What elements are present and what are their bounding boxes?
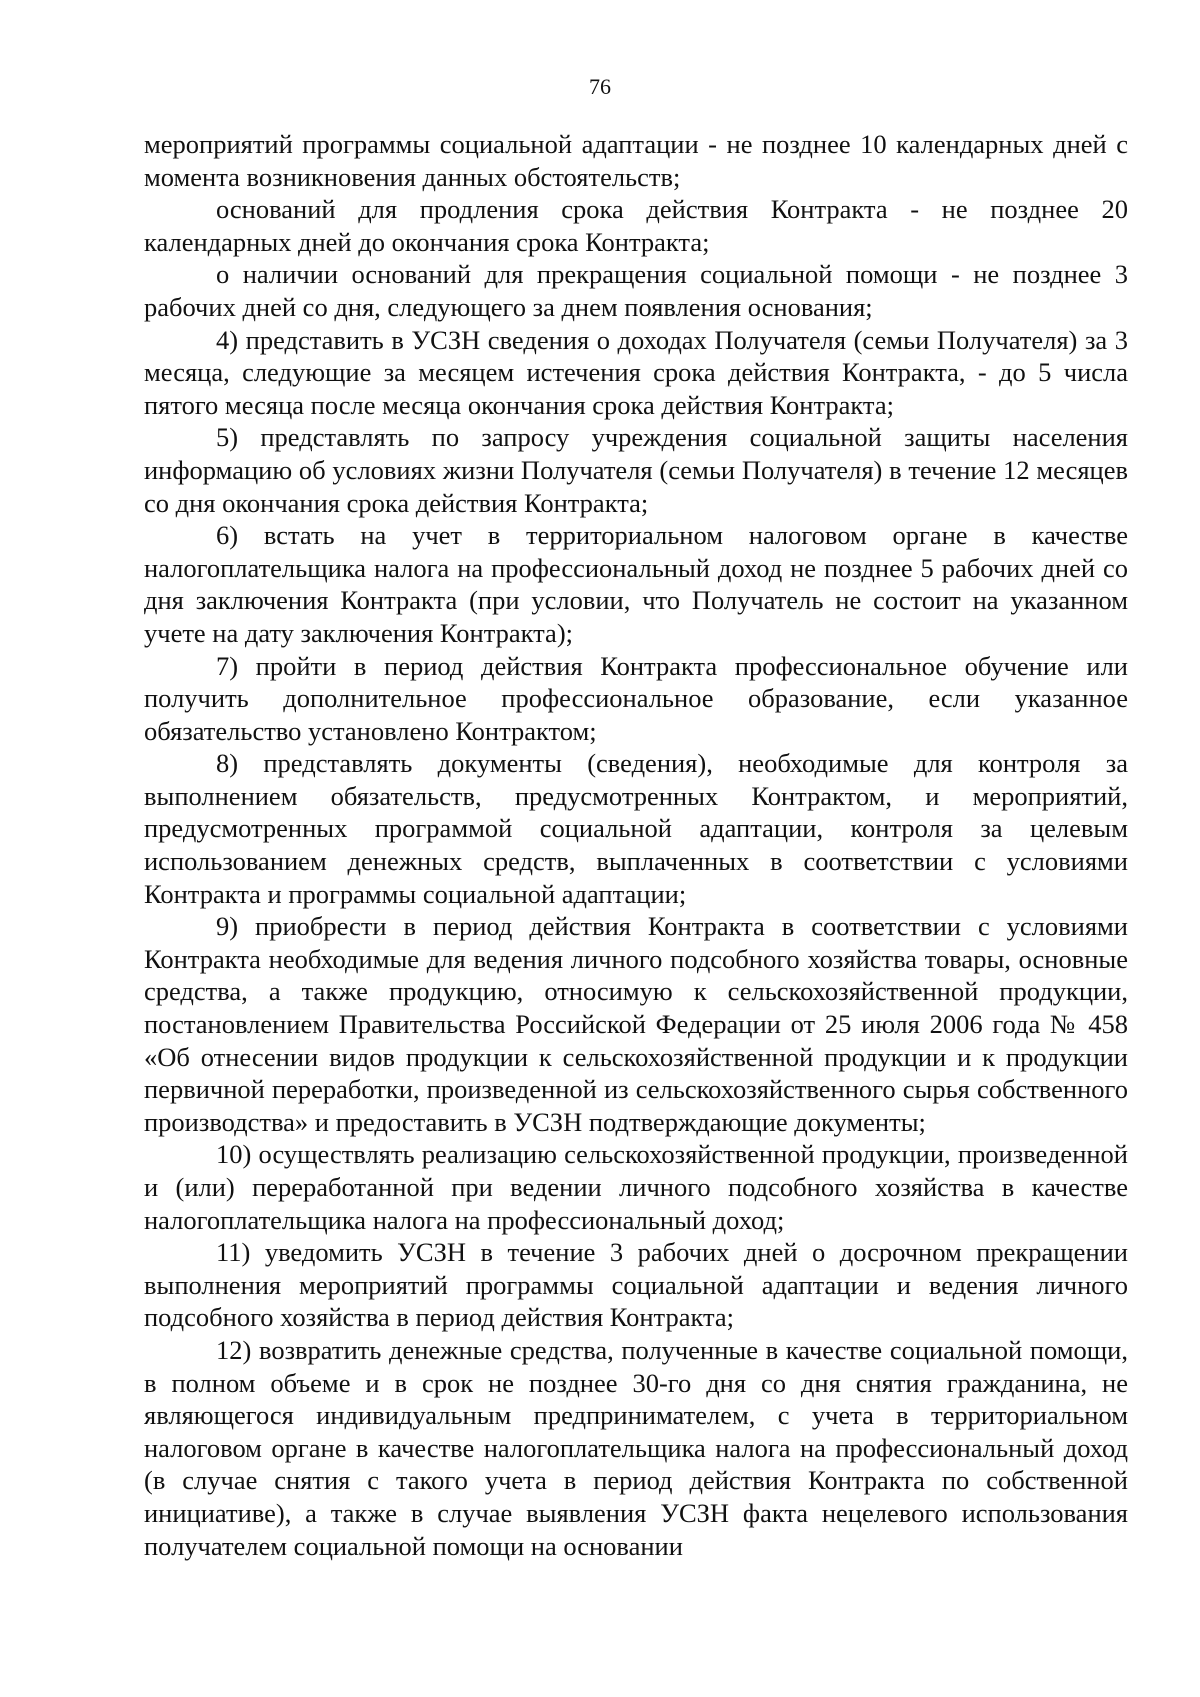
paragraph-item-6: 6) встать на учет в территориальном налоговом органе в качестве налогоплательщика налога на профессиональный доход не позднее 5 рабочих дней со дня заключения Контракта (при условии, что Получатель не состоит на указанном учете на дату заключения Контракта); bbox=[144, 520, 1128, 648]
paragraph-item-4: 4) представить в УСЗН сведения о доходах Получателя (семьи Получателя) за 3 месяца, следующие за месяцем истечения срока действия Контракта, - до 5 числа пятого месяца после месяца окончания срока действия Контракта; bbox=[144, 324, 1128, 420]
paragraph-item-9: 9) приобрести в период действия Контракта в соответствии с условиями Контракта необходимые для ведения личного подсобного хозяйства товары, основные средства, а также продукцию, относимую к сельскохозяйственной продукции, постановлением Правительства Российской Федерации от 25 июля 2006 года № 458 «Об отнесении видов продукции к сельскохозяйственной продукции и к продукции первичной переработки, произведенной из сельскохозяйственного сырья собственного производства» и предоставить в УСЗН подтверждающие документы; bbox=[144, 911, 1128, 1137]
document-body bbox=[144, 128, 1128, 1562]
paragraph-item-10: 10) осуществлять реализацию сельскохозяйственной продукции, произведенной и (или) переработанной при ведении личного подсобного хозяйства в качестве налогоплательщика налога на профессиональный доход; bbox=[144, 1139, 1128, 1235]
paragraph-item-5: 5) представлять по запросу учреждения социальной защиты населения информацию об условиях жизни Получателя (семьи Получателя) в течение 12 месяцев со дня окончания срока действия Контракта; bbox=[144, 422, 1128, 518]
paragraph-item-12: 12) возвратить денежные средства, полученные в качестве социальной помощи, в полном объеме и в срок не позднее 30-го дня со дня снятия гражданина, не являющегося индивидуальным предпринимателем, с учета в территориальном налоговом органе в качестве налогоплательщика налога на профессиональный доход (в случае снятия с такого учета в период действия Контракта по собственной инициативе), а также в случае выявления УСЗН факта нецелевого использования получателем социальной помощи на основании bbox=[144, 1334, 1128, 1561]
paragraph-extension-grounds: оснований для продления срока действия Контракта - не позднее 20 календарных дней до окончания срока Контракта; bbox=[144, 194, 1128, 257]
paragraph-item-11: 11) уведомить УСЗН в течение 3 рабочих дней о досрочном прекращении выполнения мероприятий программы социальной адаптации и ведения личного подсобного хозяйства в период действия Контракта; bbox=[144, 1237, 1128, 1333]
page-number: 76 bbox=[589, 74, 611, 99]
paragraph-termination-grounds: о наличии оснований для прекращения социальной помощи - не позднее 3 рабочих дней со дня, следующего за днем появления основания; bbox=[144, 259, 1128, 322]
paragraph-item-7: 7) пройти в период действия Контракта профессиональное обучение или получить дополнительное профессиональное образование, если указанное обязательство установлено Контрактом; bbox=[144, 650, 1128, 746]
paragraph-item-8: 8) представлять документы (сведения), необходимые для контроля за выполнением обязательств, предусмотренных Контрактом, и мероприятий, предусмотренных программой социальной адаптации, контроля за целевым использованием денежных средств, выплаченных в соответствии с условиями Контракта и программы социальной адаптации; bbox=[144, 748, 1128, 909]
paragraph-continuation: мероприятий программы социальной адаптации - не позднее 10 календарных дней с момента возникновения данных обстоятельств; bbox=[144, 129, 1128, 192]
